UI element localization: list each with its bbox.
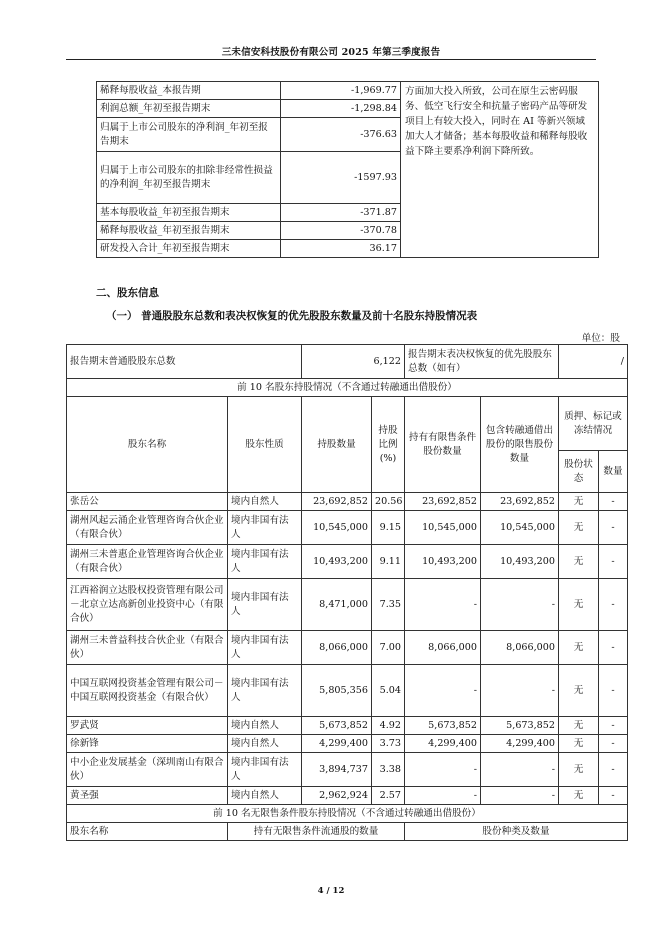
col-header-pledge-group: 质押、标记或冻结情况: [559, 397, 628, 451]
item-label: 归属于上市公司股东的净利润_年初至报告期末: [97, 118, 281, 152]
holder-restricted: 10,493,200: [405, 545, 481, 579]
holder-qty: 10,493,200: [302, 545, 372, 579]
holder-nature: 境内自然人: [228, 717, 302, 735]
holder-ratio: 2.57: [372, 787, 405, 805]
holder-qty: 23,692,852: [302, 493, 372, 511]
holder-ratio: 4.92: [372, 717, 405, 735]
holder-restricted: 4,299,400: [405, 735, 481, 753]
item-value: -1,969.77: [281, 82, 401, 100]
holder-nature: 境内自然人: [228, 735, 302, 753]
pledge-qty: -: [599, 665, 628, 717]
col-header-unrestricted-qty: 持有无限售条件流通股的数量: [228, 823, 405, 841]
holder-ratio: 7.35: [372, 579, 405, 631]
pledge-qty: -: [599, 493, 628, 511]
holder-nature: 境内非国有法人: [228, 753, 302, 787]
section-title: 二、股东信息: [96, 287, 159, 299]
col-header-restricted: 持有有限售条件股份数量: [405, 397, 481, 493]
pledge-qty: -: [599, 753, 628, 787]
table-row: [67, 545, 628, 579]
item-label: 稀释每股收益_本报告期: [97, 82, 281, 100]
pledge-qty: -: [599, 545, 628, 579]
eps-change-table: [96, 81, 599, 258]
item-value: -1597.93: [281, 152, 401, 204]
holder-incl-lending: 10,493,200: [481, 545, 559, 579]
pledge-status: 无: [559, 579, 599, 631]
header-rule: [66, 59, 596, 60]
change-reason-note: 方面加大投入所致，公司在原生云密码服务、低空飞行安全和抗量子密码产品等研发项目上有较大投入，同时在 AI 等新兴领域加大人才储备；基本每股收益和稀释每股收益下降主要系净利润下降所致。: [401, 82, 599, 258]
pledge-status: 无: [559, 753, 599, 787]
holder-restricted: 5,673,852: [405, 717, 481, 735]
holder-qty: 10,545,000: [302, 511, 372, 545]
table-row: [67, 787, 628, 805]
item-value: 36.17: [281, 240, 401, 258]
common-holders-label: 报告期末普通股股东总数: [67, 345, 302, 379]
table-row: [67, 511, 628, 545]
item-value: -376.63: [281, 118, 401, 152]
pledge-qty: -: [599, 579, 628, 631]
pledge-status: 无: [559, 631, 599, 665]
holder-restricted: -: [405, 753, 481, 787]
unrestricted-title: 前 10 名无限售条件股东持股情况（不含通过转融通出借股份）: [67, 805, 628, 823]
col-header-pledge-qty: 数量: [599, 451, 628, 493]
holder-nature: 境内非国有法人: [228, 665, 302, 717]
col-header-share-type: 股份种类及数量: [405, 823, 628, 841]
holder-name: 黄圣强: [67, 787, 228, 805]
holder-qty: 8,066,000: [302, 631, 372, 665]
col-header-name: 股东名称: [67, 823, 228, 841]
holder-ratio: 20.56: [372, 493, 405, 511]
table-row: [67, 665, 628, 717]
item-label: 归属于上市公司股东的扣除非经常性损益的净利润_年初至报告期末: [97, 152, 281, 204]
holder-qty: 3,894,737: [302, 753, 372, 787]
unit-label: 单位：股: [581, 333, 620, 344]
holder-nature: 境内非国有法人: [228, 545, 302, 579]
holder-incl-lending: -: [481, 665, 559, 717]
holder-incl-lending: 5,673,852: [481, 717, 559, 735]
top10-title: 前 10 名股东持股情况（不含通过转融通出借股份）: [67, 379, 628, 397]
pledge-status: 无: [559, 717, 599, 735]
col-header-pledge-status: 股份状态: [559, 451, 599, 493]
holder-restricted: -: [405, 787, 481, 805]
table-row: [67, 717, 628, 735]
holder-incl-lending: -: [481, 787, 559, 805]
table-row: [67, 579, 628, 631]
col-header-ratio: 持股比例(%): [372, 397, 405, 493]
holder-nature: 境内自然人: [228, 787, 302, 805]
common-holders-value: 6,122: [302, 345, 405, 379]
holder-ratio: 7.00: [372, 631, 405, 665]
holder-incl-lending: 4,299,400: [481, 735, 559, 753]
item-value: -371.87: [281, 204, 401, 222]
holder-nature: 境内非国有法人: [228, 511, 302, 545]
holder-name: 张岳公: [67, 493, 228, 511]
holder-name: 徐新锋: [67, 735, 228, 753]
holder-qty: 5,673,852: [302, 717, 372, 735]
shareholders-table: [66, 344, 628, 841]
pledge-status: 无: [559, 665, 599, 717]
preferred-holders-label: 报告期末表决权恢复的优先股股东总数（如有）: [405, 345, 559, 379]
holder-name: 中国互联网投资基金管理有限公司－中国互联网投资基金（有限合伙）: [67, 665, 228, 717]
col-header-nature: 股东性质: [228, 397, 302, 493]
pledge-qty: -: [599, 511, 628, 545]
holder-incl-lending: 23,692,852: [481, 493, 559, 511]
page-header-title: 三未信安科技股份有限公司 2025 年第三季度报告: [221, 47, 441, 58]
holder-name: 罗武贤: [67, 717, 228, 735]
holder-name: 湖州三未普惠企业管理咨询合伙企业（有限合伙）: [67, 545, 228, 579]
pledge-status: 无: [559, 545, 599, 579]
item-value: -1,298.84: [281, 100, 401, 118]
item-label: 稀释每股收益_年初至报告期末: [97, 222, 281, 240]
holder-name: 中小企业发展基金（深圳南山有限合伙）: [67, 753, 228, 787]
holder-nature: 境内非国有法人: [228, 579, 302, 631]
holder-ratio: 9.15: [372, 511, 405, 545]
page-number: 4 / 12: [317, 886, 345, 896]
holder-incl-lending: 10,545,000: [481, 511, 559, 545]
item-value: -370.78: [281, 222, 401, 240]
pledge-qty: -: [599, 631, 628, 665]
holder-incl-lending: 8,066,000: [481, 631, 559, 665]
pledge-status: 无: [559, 493, 599, 511]
col-header-qty: 持股数量: [302, 397, 372, 493]
preferred-holders-value: /: [559, 345, 628, 379]
holder-qty: 2,962,924: [302, 787, 372, 805]
holder-name: 湖州风起云涌企业管理咨询合伙企业（有限合伙）: [67, 511, 228, 545]
holder-restricted: 8,066,000: [405, 631, 481, 665]
holder-nature: 境内非国有法人: [228, 631, 302, 665]
pledge-qty: -: [599, 735, 628, 753]
pledge-status: 无: [559, 511, 599, 545]
col-header-name: 股东名称: [67, 397, 228, 493]
table-row: [67, 631, 628, 665]
holder-ratio: 3.73: [372, 735, 405, 753]
holder-incl-lending: -: [481, 753, 559, 787]
holder-ratio: 5.04: [372, 665, 405, 717]
holder-qty: 5,805,356: [302, 665, 372, 717]
item-label: 基本每股收益_年初至报告期末: [97, 204, 281, 222]
holder-qty: 4,299,400: [302, 735, 372, 753]
item-label: 利润总额_年初至报告期末: [97, 100, 281, 118]
holder-name: 湖州三未普益科技合伙企业（有限合伙）: [67, 631, 228, 665]
holder-qty: 8,471,000: [302, 579, 372, 631]
pledge-status: 无: [559, 735, 599, 753]
holder-ratio: 3.38: [372, 753, 405, 787]
table-row: [67, 753, 628, 787]
holder-name: 江西裕润立达股权投资管理有限公司－北京立达高新创业投资中心（有限合伙）: [67, 579, 228, 631]
holder-restricted: -: [405, 579, 481, 631]
holder-restricted: -: [405, 665, 481, 717]
holder-nature: 境内自然人: [228, 493, 302, 511]
holder-restricted: 23,692,852: [405, 493, 481, 511]
pledge-status: 无: [559, 787, 599, 805]
holder-restricted: 10,545,000: [405, 511, 481, 545]
table-row: [67, 493, 628, 511]
pledge-qty: -: [599, 787, 628, 805]
pledge-qty: -: [599, 717, 628, 735]
item-label: 研发投入合计_年初至报告期末: [97, 240, 281, 258]
col-header-incl-lending: 包含转融通借出股份的限售股份数量: [481, 397, 559, 493]
section-subtitle: （一） 普通股股东总数和表决权恢复的优先股股东数量及前十名股东持股情况表: [106, 310, 478, 322]
holder-ratio: 9.11: [372, 545, 405, 579]
table-row: [67, 735, 628, 753]
holder-incl-lending: -: [481, 579, 559, 631]
